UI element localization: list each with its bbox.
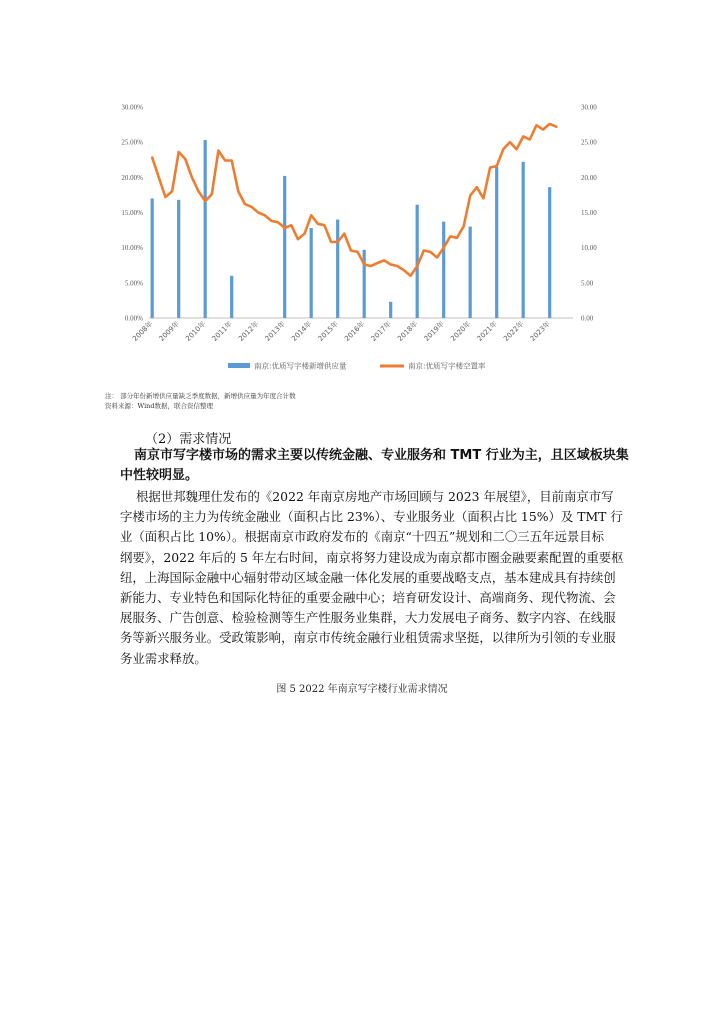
y-left-tick-label: 15.00%: [121, 209, 143, 217]
body-line: 展服务、广告创意、检验检测等生产性服务业集群，大力发展电子商务、数字内容、在线服: [120, 610, 616, 626]
y-left-tick-label: 30.00%: [121, 103, 143, 112]
body-line: 务业需求释放。: [120, 650, 207, 666]
y-right-tick-label: 25.00: [581, 138, 597, 147]
bar: [522, 162, 525, 318]
bar: [469, 227, 472, 318]
bar: [495, 167, 498, 318]
summary-line: 中性较明显。: [120, 468, 199, 483]
body-line: 业（面积占比 10%）。根据南京市政府发布的《南京“十四五”规划和二〇三五年远景目标: [120, 529, 605, 545]
source-line: 资料来源：Wind数据，联合资信整理: [105, 402, 213, 410]
y-left-tick-label: 20.00%: [121, 173, 143, 182]
x-tick-label: 2008年: [131, 319, 155, 343]
x-tick-label: 2013年: [263, 319, 287, 343]
body-line: 纲要》，2022 年后的 5 年左右时间，南京将努力建设成为南京都市圈金融要素配置的重要枢: [120, 549, 624, 565]
y-left-tick-label: 25.00%: [121, 138, 143, 147]
bar: [442, 222, 445, 318]
x-tick-label: 2018年: [396, 319, 420, 343]
y-right-tick-label: 0.00: [581, 314, 594, 323]
body-line: 字楼市场的主力为传统金融业（面积占比 23%）、专业服务业（面积占比 15%）及 TMT 行: [120, 509, 623, 525]
bar: [283, 176, 286, 318]
x-tick-label: 2016年: [343, 319, 367, 343]
x-tick-label: 2021年: [475, 319, 499, 343]
bar: [204, 140, 207, 318]
x-tick-label: 2010年: [184, 319, 208, 343]
summary-paragraph: [120, 446, 629, 486]
bar: [336, 220, 339, 318]
legend-swatch-bar: [228, 363, 250, 368]
y-left-tick-label: 5.00%: [124, 279, 143, 288]
x-tick-label: 2011年: [210, 319, 234, 343]
y-right-tick-label: 5.00: [581, 279, 594, 288]
combo-chart: [100, 92, 620, 388]
bar: [310, 228, 313, 318]
y-right-tick-label: 20.00: [581, 173, 597, 182]
y-left-tick-label: 0.00%: [124, 314, 143, 323]
chart-notes: [105, 391, 625, 411]
x-tick-label: 2015年: [316, 319, 340, 343]
figure-caption: 图 5 2022 年南京写字楼行业需求情况: [276, 684, 448, 695]
body-line: 纽，上海国际金融中心辐射带动区域金融一体化发展的重要战略支点，基本建成具有持续创: [120, 569, 616, 585]
x-tick-label: 2020年: [449, 319, 473, 343]
body-line: 新能力、专业特色和国际化特征的重要金融中心；培育研发设计、高端商务、现代物流、会: [120, 590, 616, 606]
x-tick-label: 2019年: [422, 319, 446, 343]
x-tick-label: 2014年: [290, 319, 314, 343]
body-line: 务等新兴服务业。受政策影响，南京市传统金融行业租赁需求坚挺，以律所为引领的专业服: [120, 630, 616, 646]
bar: [151, 198, 154, 318]
section-heading: （2）需求情况: [145, 432, 232, 447]
x-tick-label: 2012年: [237, 319, 261, 343]
x-tick-label: 2022年: [502, 319, 526, 343]
y-right-tick-label: 15.00: [581, 209, 597, 217]
x-tick-label: 2023年: [528, 319, 552, 343]
summary-line: 南京市写字楼市场的需求主要以传统金融、专业服务和 TMT 行业为主，且区域板块集: [134, 448, 629, 463]
bar: [230, 276, 233, 318]
bar: [548, 187, 551, 318]
note-line: 注： 部分年份新增供应量缺乏季度数据，新增供应量为年度合计数: [105, 392, 296, 400]
body-line: 根据世邦魏理仕发布的《2022 年南京房地产市场回顾与 2023 年展望》，目前南京市写: [136, 489, 614, 504]
x-tick-label: 2009年: [157, 319, 181, 343]
chart: [100, 92, 620, 388]
legend-label: 南京:优质写字楼空置率: [408, 361, 486, 371]
x-tick-label: 2017年: [369, 319, 393, 343]
y-right-tick-label: 30.00: [581, 103, 597, 112]
legend-label: 南京:优质写字楼新增供应量: [254, 361, 347, 371]
bar: [389, 302, 392, 318]
y-left-tick-label: 10.00%: [121, 244, 143, 253]
bar: [177, 200, 180, 318]
y-right-tick-label: 10.00: [581, 244, 597, 253]
body-paragraph: [120, 487, 624, 669]
